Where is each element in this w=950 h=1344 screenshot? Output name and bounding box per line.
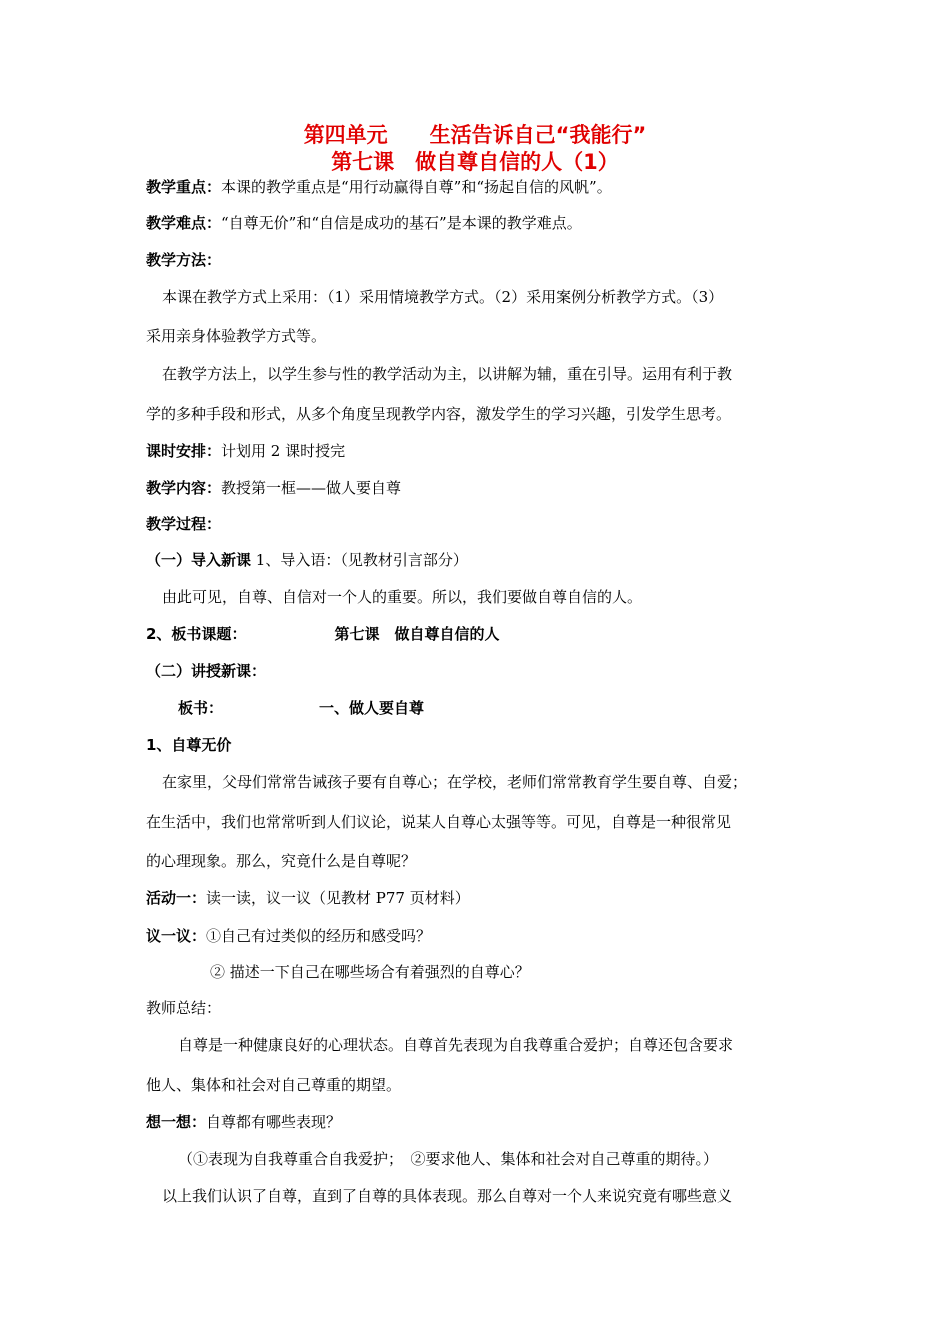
discuss-question-1: ①自己有过类似的经历和感受吗？ — [206, 927, 432, 945]
discuss-question-2: ② 描述一下自己在哪些场合有着强烈的自尊心？ — [210, 963, 530, 981]
board-writing — [178, 698, 858, 718]
difficulties-text: “自尊无价”和“自信是成功的基石”是本课的教学难点。 — [221, 214, 582, 232]
intro-paragraph: 由此可见，自尊、自信对一个人的重要。所以，我们要做自尊自信的人。 — [162, 588, 643, 606]
schedule-label: 课时安排： — [146, 442, 222, 460]
intro — [146, 550, 826, 570]
closing-line: 以上我们认识了自尊，直到了自尊的具体表现。那么自尊对一个人来说究竟有哪些意义 — [162, 1187, 733, 1205]
board-topic-title: 第七课 做自尊自信的人 — [334, 625, 500, 643]
board-writing-label: 板书： — [178, 699, 224, 717]
schedule-text: 计划用 2 课时授完 — [221, 442, 346, 460]
board-topic-label: 2、板书课题： — [146, 625, 247, 643]
think-text: 自尊都有哪些表现？ — [206, 1113, 342, 1131]
method-paragraph-2-line-1: 在教学方法上，以学生参与性的教学活动为主，以讲解为辅，重在引导。运用有利于教 — [162, 365, 733, 383]
key-points — [146, 177, 826, 197]
method-paragraph-2-line-2: 学的多种手段和形式，从多个角度呈现教学内容，激发学生的学习兴趣，引发学生思考。 — [146, 405, 732, 423]
teaching-content — [146, 478, 826, 498]
activity-1-text: 读一读，议一议（见教材 P77 页材料） — [206, 889, 470, 907]
new-lesson-label: （二）讲授新课： — [146, 662, 267, 680]
schedule — [146, 441, 826, 461]
board-topic — [146, 624, 826, 644]
intro-text: 1、导入语：（见教材引言部分） — [251, 551, 468, 569]
difficulties-label: 教学难点： — [146, 214, 222, 232]
section-1-line-3: 的心理现象。那么，究竟什么是自尊呢？ — [146, 852, 417, 870]
discuss-label: 议一议： — [146, 927, 207, 945]
think-answer: （①表现为自我尊重合自我爱护； ②要求他人、集体和社会对自己尊重的期待。） — [178, 1150, 719, 1168]
activity-1-label: 活动一： — [146, 889, 207, 907]
method-paragraph-1-line-1: 本课在教学方式上采用：（1）采用情境教学方式。（2）采用案例分析教学方式。（3） — [162, 288, 724, 306]
method-paragraph-1-line-2: 采用亲身体验教学方式等。 — [146, 327, 327, 345]
discuss — [146, 926, 826, 946]
teaching-content-text: 教授第一框——做人要自尊 — [221, 479, 402, 497]
key-points-text: 本课的教学重点是“用行动赢得自尊”和“扬起自信的风帆”。 — [221, 178, 612, 196]
process-label: 教学过程： — [146, 515, 222, 533]
section-1-heading: 1、自尊无价 — [146, 736, 232, 754]
unit-title: 第四单元 生活告诉自己“我能行” — [303, 123, 647, 147]
activity-1 — [146, 888, 826, 908]
teaching-content-label: 教学内容： — [146, 479, 222, 497]
board-writing-title: 一、做人要自尊 — [319, 699, 425, 717]
difficulties — [146, 213, 826, 233]
teacher-summary-label: 教师总结： — [146, 999, 222, 1017]
section-1-line-1: 在家里，父母们常常告诫孩子要有自尊心；在学校，老师们常常教育学生要自尊、自爱； — [162, 773, 748, 791]
method-label: 教学方法： — [146, 251, 222, 269]
think-label: 想一想： — [146, 1113, 207, 1131]
teacher-summary-line-1: 自尊是一种健康良好的心理状态。自尊首先表现为自我尊重合爱护；自尊还包含要求 — [178, 1036, 734, 1054]
lesson-title: 第七课 做自尊自信的人（1） — [331, 150, 619, 174]
section-1-line-2: 在生活中，我们也常常听到人们议论，说某人自尊心太强等等。可见，自尊是一种很常见 — [146, 813, 732, 831]
key-points-label: 教学重点： — [146, 178, 222, 196]
teacher-summary-line-2: 他人、集体和社会对自己尊重的期望。 — [146, 1076, 402, 1094]
think — [146, 1112, 826, 1132]
intro-label: （一）导入新课 — [146, 551, 252, 569]
